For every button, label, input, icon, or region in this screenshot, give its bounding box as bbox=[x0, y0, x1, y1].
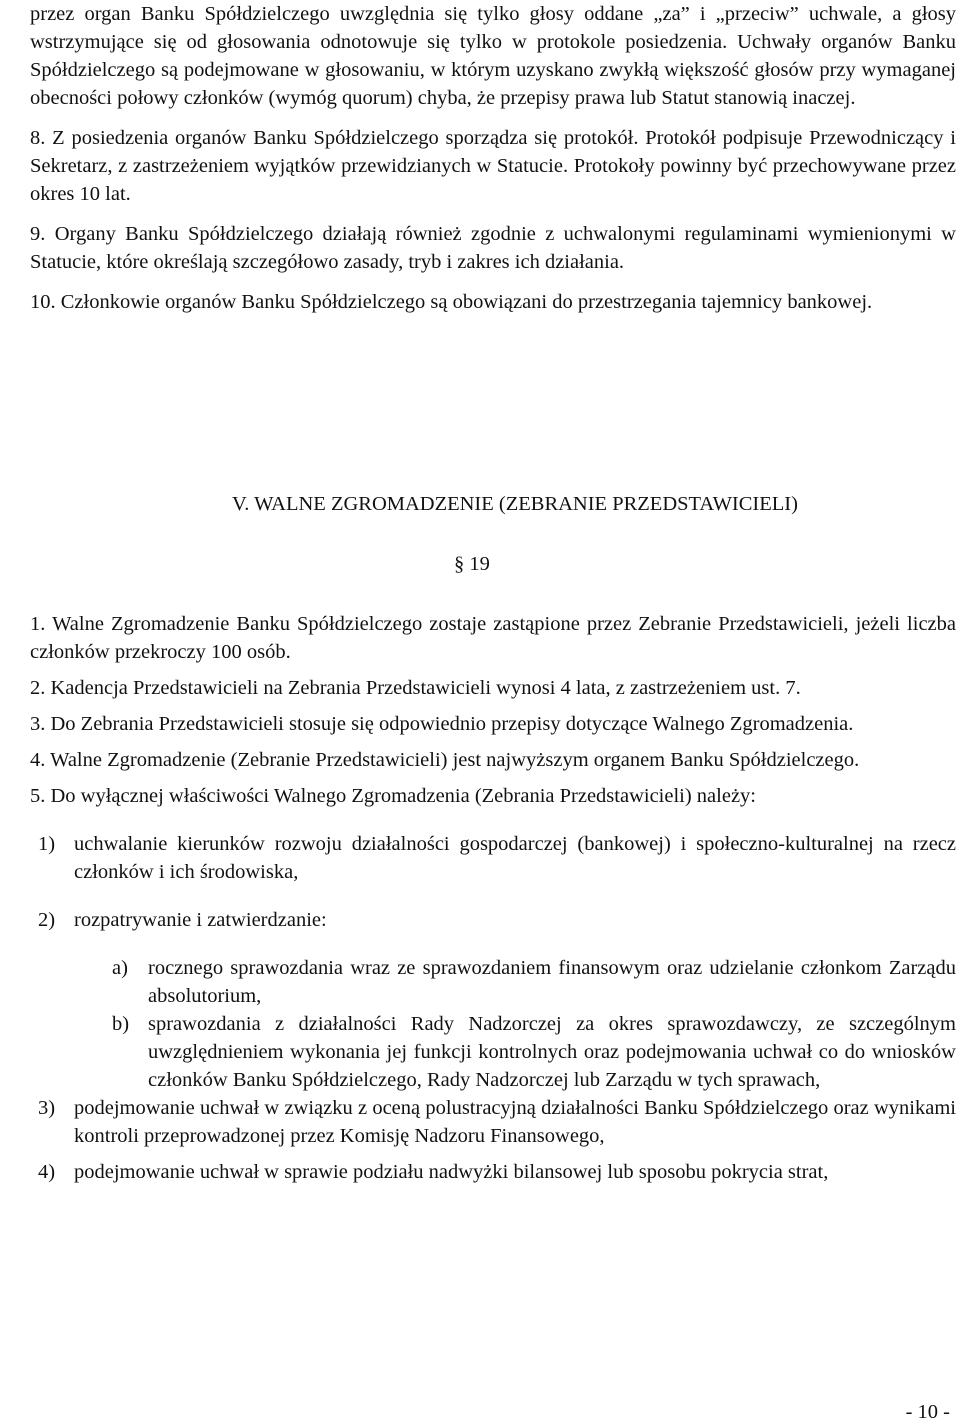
paragraph-10: 10. Członkowie organów Banku Spółdzielczego są obowiązani do przestrzegania tajemnicy bankowej. bbox=[30, 291, 873, 313]
list-item bbox=[30, 906, 956, 934]
list-item-text: podejmowanie uchwał w związku z oceną polustracyjną działalności Banku Spółdzielczego oraz wynikami kontroli przeprowadzonej przez Komisję Nadzoru Finansowego, bbox=[74, 1097, 956, 1147]
sub-list-item-letter: b) bbox=[112, 1013, 130, 1035]
s19-point-2: 2. Kadencja Przedstawicieli na Zebrania Przedstawicieli wynosi 4 lata, z zastrzeżeniem ust. 7. bbox=[30, 677, 801, 699]
sub-list-item-text: sprawozdania z działalności Rady Nadzorczej za okres sprawozdawczy, ze szczególnym uwzględnieniem wykonania jej funkcji kontrolnych oraz podejmowania uchwał co do wniosków członków Banku Spółdzielczego, Rady Nadzorczej lub Zarządu w tych sprawach, bbox=[148, 1013, 956, 1091]
page-number: - 10 - bbox=[905, 1401, 950, 1423]
list-item bbox=[30, 830, 956, 886]
section-title: V. WALNE ZGROMADZENIE (ZEBRANIE PRZEDSTAWICIELI) bbox=[232, 493, 798, 515]
paragraph-9: 9. Organy Banku Spółdzielczego działają również zgodnie z uchwalonymi regulaminami wymienionymi w Statucie, które określają szczegółowo zasady, tryb i zakres ich działania. bbox=[30, 223, 956, 273]
list-item bbox=[30, 1094, 956, 1150]
list-item-text: uchwalanie kierunków rozwoju działalności gospodarczej (bankowej) i społeczno-kulturalnej na rzecz członków i ich środowiska, bbox=[74, 833, 956, 883]
list-item-number: 3) bbox=[38, 1097, 56, 1119]
sub-list-item bbox=[30, 1010, 956, 1094]
paragraph-sign-wrapper bbox=[30, 544, 956, 592]
sub-list-item-letter: a) bbox=[112, 957, 128, 979]
list-item-text: podejmowanie uchwał w sprawie podziału nadwyżki bilansowej lub sposobu pokrycia strat, bbox=[74, 1161, 829, 1183]
paragraph-intro: przez organ Banku Spółdzielczego uwzględnia się tylko głosy oddane „za” i „przeciw” uchwale, a głosy wstrzymujące się od głosowania odnotowuje się tylko w protokole posiedzenia. Uchwały organów Banku Spółdzielczego są podejmowane w głosowaniu, w którym uzyskano zwykłą większość głosów przy wymaganej obecności połowy członków (wymóg quorum) chyba, że przepisy prawa lub Statut stanowią inaczej. bbox=[30, 3, 956, 109]
list-item-number: 1) bbox=[38, 833, 56, 855]
list-item bbox=[30, 1158, 956, 1186]
paragraph-sign: § 19 bbox=[454, 553, 490, 575]
list-item-number: 2) bbox=[38, 909, 56, 931]
list-item-text: rozpatrywanie i zatwierdzanie: bbox=[74, 909, 327, 931]
s19-point-5: 5. Do wyłącznej właściwości Walnego Zgromadzenia (Zebrania Przedstawicieli) należy: bbox=[30, 785, 756, 807]
s19-point-3: 3. Do Zebrania Przedstawicieli stosuje się odpowiednio przepisy dotyczące Walnego Zgromadzenia. bbox=[30, 713, 854, 735]
s19-point-1: 1. Walne Zgromadzenie Banku Spółdzielczego zostaje zastąpione przez Zebranie Przedstawicieli, jeżeli liczba członków przekroczy 100 osób. bbox=[30, 613, 956, 663]
sub-list-item bbox=[30, 954, 956, 1010]
list-item-number: 4) bbox=[38, 1161, 56, 1183]
paragraph-8: 8. Z posiedzenia organów Banku Spółdzielczego sporządza się protokół. Protokół podpisuje Przewodniczący i Sekretarz, z zastrzeżeniem wyjątków przewidzianych w Statucie. Protokoły powinny być przechowywane przez okres 10 lat. bbox=[30, 127, 956, 205]
sub-list-item-text: rocznego sprawozdania wraz ze sprawozdaniem finansowym oraz udzielanie członkom Zarządu absolutorium, bbox=[148, 957, 956, 1007]
s19-point-4: 4. Walne Zgromadzenie (Zebranie Przedstawicieli) jest najwyższym organem Banku Spółdzielczego. bbox=[30, 749, 860, 771]
